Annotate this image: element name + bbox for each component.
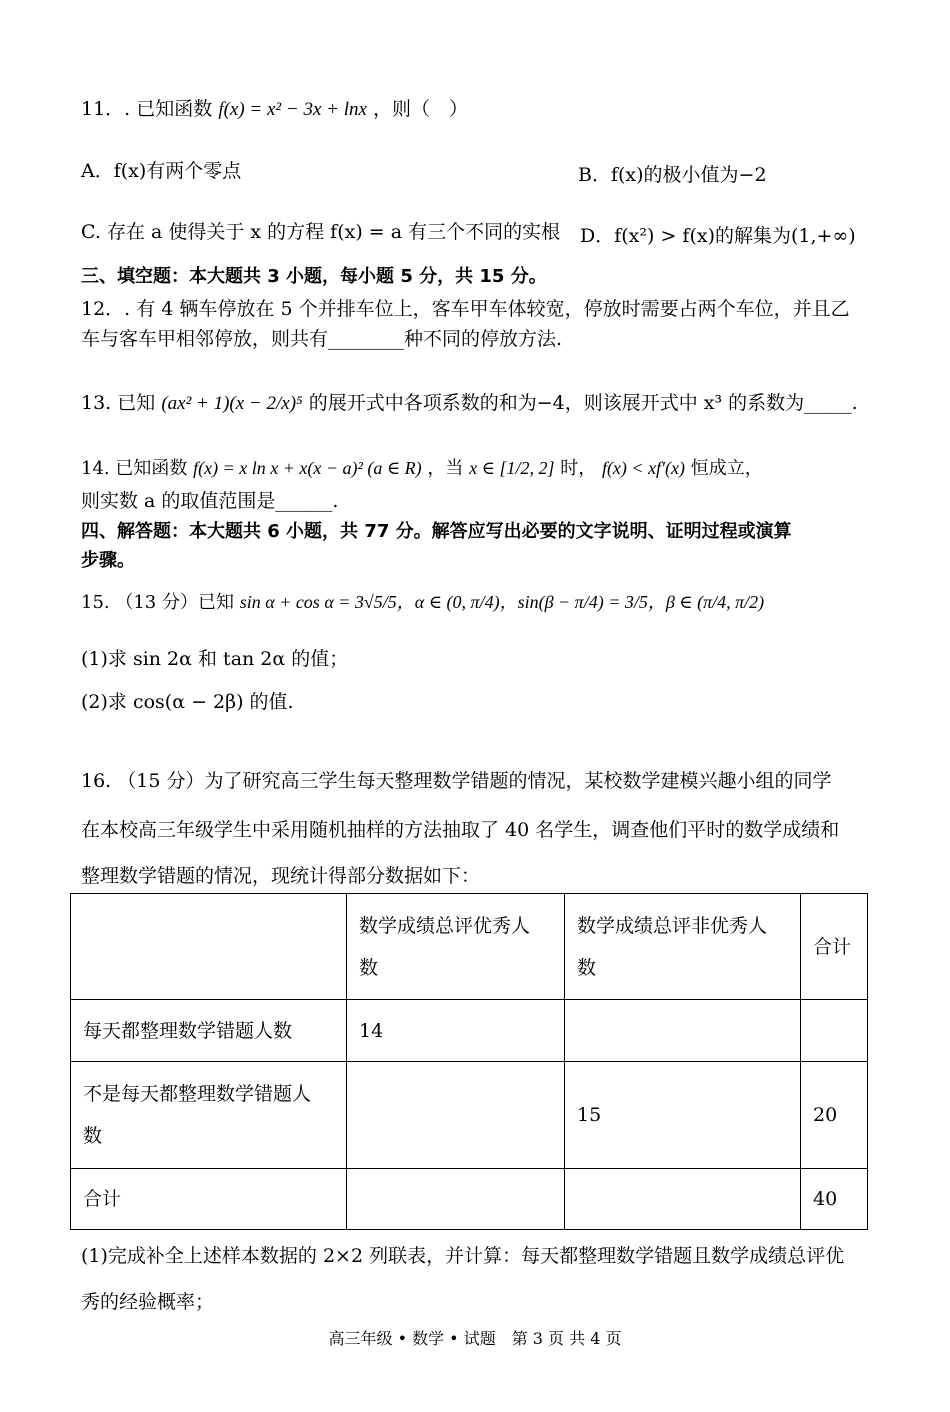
table-cell: 14	[347, 1000, 565, 1062]
table-header-not-excellent-line-1: 数学成绩总评非优秀人	[577, 914, 768, 937]
q11-formula: f(x) = x² − 3x + lnx	[218, 99, 367, 120]
table-cell	[801, 1000, 868, 1062]
table-cell: 15	[565, 1062, 801, 1169]
table-row-label: 合计	[71, 1169, 347, 1230]
q11-option-d: D．f(x²) > f(x)的解集为(1,+∞)	[580, 225, 856, 247]
q14-condition: f(x) < xf′(x)	[601, 458, 685, 478]
q12-line-2: 车与客车甲相邻停放，则共有________种不同的停放方法.	[81, 328, 563, 350]
q14-formula: f(x) = x ln x + x(x − a)² (a ∈ R)	[193, 458, 422, 478]
table-header-corner	[71, 894, 347, 1000]
table-header-excellent	[347, 894, 565, 1000]
table-cell	[565, 1169, 801, 1230]
table-cell	[565, 1000, 801, 1062]
table-cell: 20	[801, 1062, 868, 1169]
table-header-excellent-line-2: 数	[359, 956, 379, 979]
q16-line-1: 16. （15 分）为了研究高三学生每天整理数学错题的情况，某校数学建模兴趣小组的同学	[81, 770, 832, 792]
table-row	[71, 1000, 868, 1062]
q11-suffix: ，则（ ）	[372, 98, 468, 120]
q14-suffix: 恒成立，	[690, 458, 763, 479]
table-header-row	[71, 894, 868, 1000]
table-row-label-line-1: 不是每天都整理数学错题人	[83, 1083, 312, 1105]
q13-prefix: 13. 已知	[81, 392, 156, 414]
q13-suffix: 的展开式中各项系数的和为−4，则该展开式中 x³ 的系数为_____.	[308, 392, 858, 414]
table-cell	[347, 1062, 565, 1169]
q16-part-1-line-1: (1)完成补全上述样本数据的 2×2 列联表，并计算：每天都整理数学错题且数学成绩总评优	[81, 1245, 845, 1267]
table-cell: 40	[801, 1169, 868, 1230]
q11-stem	[81, 98, 468, 122]
q13-formula: (ax² + 1)(x − 2/x)⁵	[161, 393, 303, 414]
q15-part-2: (2)求 cos(α − 2β) 的值.	[81, 691, 294, 713]
table-header-total: 合计	[801, 894, 868, 1000]
q13-stem	[81, 392, 858, 416]
q14-mid: ，当	[427, 458, 464, 479]
table-header-not-excellent-line-2: 数	[577, 956, 597, 979]
section-3-heading: 三、填空题：本大题共 3 小题，每小题 5 分，共 15 分。	[81, 266, 547, 287]
q14-prefix: 14. 已知函数	[81, 458, 188, 479]
q14-mid2: 时，	[560, 458, 597, 479]
q15-part-1: (1)求 sin 2α 和 tan 2α 的值；	[81, 648, 349, 670]
table-row	[71, 1169, 868, 1230]
q14-interval: x ∈ [1/2, 2]	[469, 458, 555, 478]
q15-prefix: 15. （13 分）已知	[81, 592, 234, 613]
page-footer: 高三年级 • 数学 • 试题 第 3 页 共 4 页	[328, 1329, 622, 1348]
q11-option-b: B．f(x)的极小值为−2	[578, 164, 767, 186]
table-row	[71, 1062, 868, 1169]
q12-line-1: 12．. 有 4 辆车停放在 5 个并排车位上，客车甲车体较宽，停放时需要占两个车位，并且乙	[81, 298, 850, 320]
q16-line-2: 在本校高三年级学生中采用随机抽样的方法抽取了 40 名学生，调查他们平时的数学成绩和	[81, 819, 840, 841]
table-cell	[347, 1169, 565, 1230]
q11-prefix: 11．. 已知函数	[81, 98, 213, 120]
q11-option-a: A．f(x)有两个零点	[81, 160, 242, 182]
q14-stem	[81, 458, 763, 480]
table-row-label-line-2: 数	[83, 1125, 103, 1147]
section-4-heading-line-1: 四、解答题：本大题共 6 小题，共 77 分。解答应写出必要的文字说明、证明过程或演算	[81, 521, 792, 542]
q11-option-c: C. 存在 a 使得关于 x 的方程 f(x) = a 有三个不同的实根	[81, 221, 561, 243]
q14-line-2: 则实数 a 的取值范围是______.	[81, 490, 339, 512]
table-header-excellent-line-1: 数学成绩总评优秀人	[359, 914, 531, 937]
q15-formula: sin α + cos α = 3√5/5，α ∈ (0, π/4)，sin(β − π/4) = 3/5，β ∈ (π/4, π/2)	[239, 592, 765, 612]
table-header-not-excellent	[565, 894, 801, 1000]
section-4-heading-line-2: 步骤。	[81, 550, 135, 571]
q16-line-3: 整理数学错题的情况，现统计得部分数据如下：	[81, 865, 481, 887]
q15-stem	[81, 592, 764, 614]
table-row-label	[71, 1062, 347, 1169]
q16-part-1-line-2: 秀的经验概率；	[81, 1291, 215, 1313]
table-row-label: 每天都整理数学错题人数	[71, 1000, 347, 1062]
contingency-table	[70, 893, 868, 1230]
